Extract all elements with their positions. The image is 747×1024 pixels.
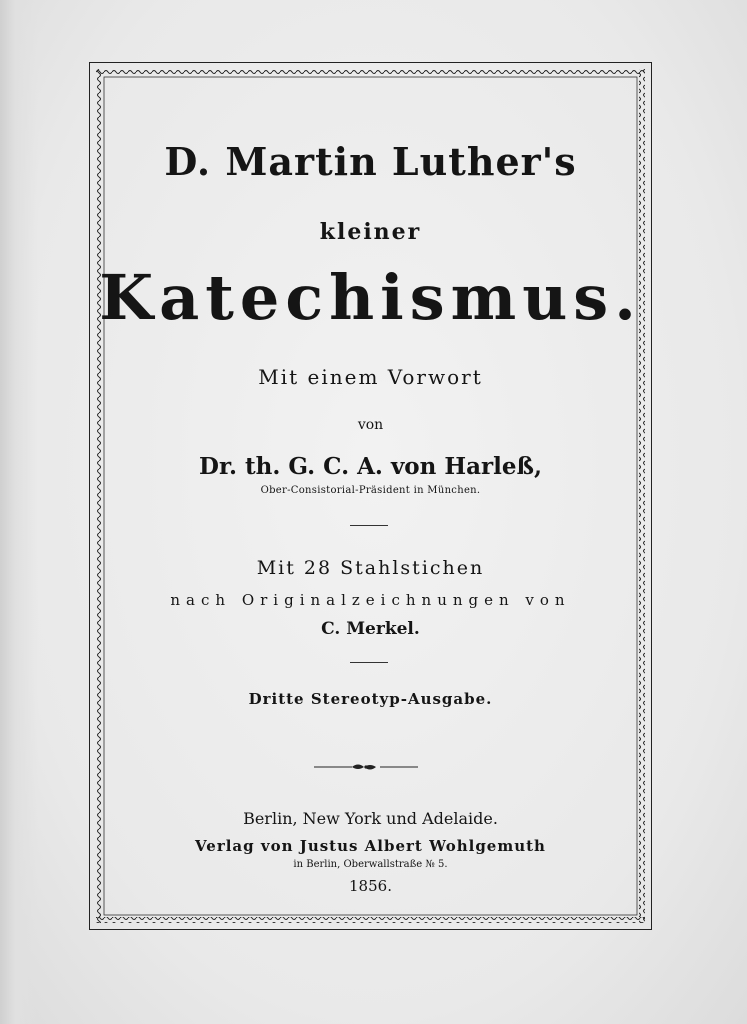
divider-rule-1 xyxy=(350,525,388,526)
author-name: Dr. th. G. C. A. von Harleß, xyxy=(199,453,542,480)
edition-label: Dritte Stereotyp-Ausgabe. xyxy=(248,690,493,708)
illustrations-line-1: Mit 28 Stahlstichen xyxy=(256,557,485,579)
title-line-3: Katechismus. xyxy=(99,261,642,334)
von-label: von xyxy=(357,417,384,433)
illustrations-line-2: nach Originalzeichnungen von xyxy=(170,591,571,609)
publication-year: 1856. xyxy=(349,877,392,895)
illustrations-artist: C. Merkel. xyxy=(321,619,420,639)
publisher-cities: Berlin, New York und Adelaide. xyxy=(243,809,498,828)
title-page-content xyxy=(96,69,645,923)
subtitle: Mit einem Vorwort xyxy=(258,365,483,389)
title-line-1: D. Martin Luther's xyxy=(164,139,577,184)
spine-shadow xyxy=(0,0,38,1024)
publisher-name: Verlag von Justus Albert Wohlgemuth xyxy=(195,837,546,855)
flourish-divider-icon xyxy=(314,761,418,773)
author-office: Ober-Consistorial-Präsident in München. xyxy=(260,485,481,496)
divider-rule-2 xyxy=(350,662,388,663)
title-line-2: kleiner xyxy=(319,219,422,245)
publisher-address: in Berlin, Oberwallstraße № 5. xyxy=(293,859,448,870)
